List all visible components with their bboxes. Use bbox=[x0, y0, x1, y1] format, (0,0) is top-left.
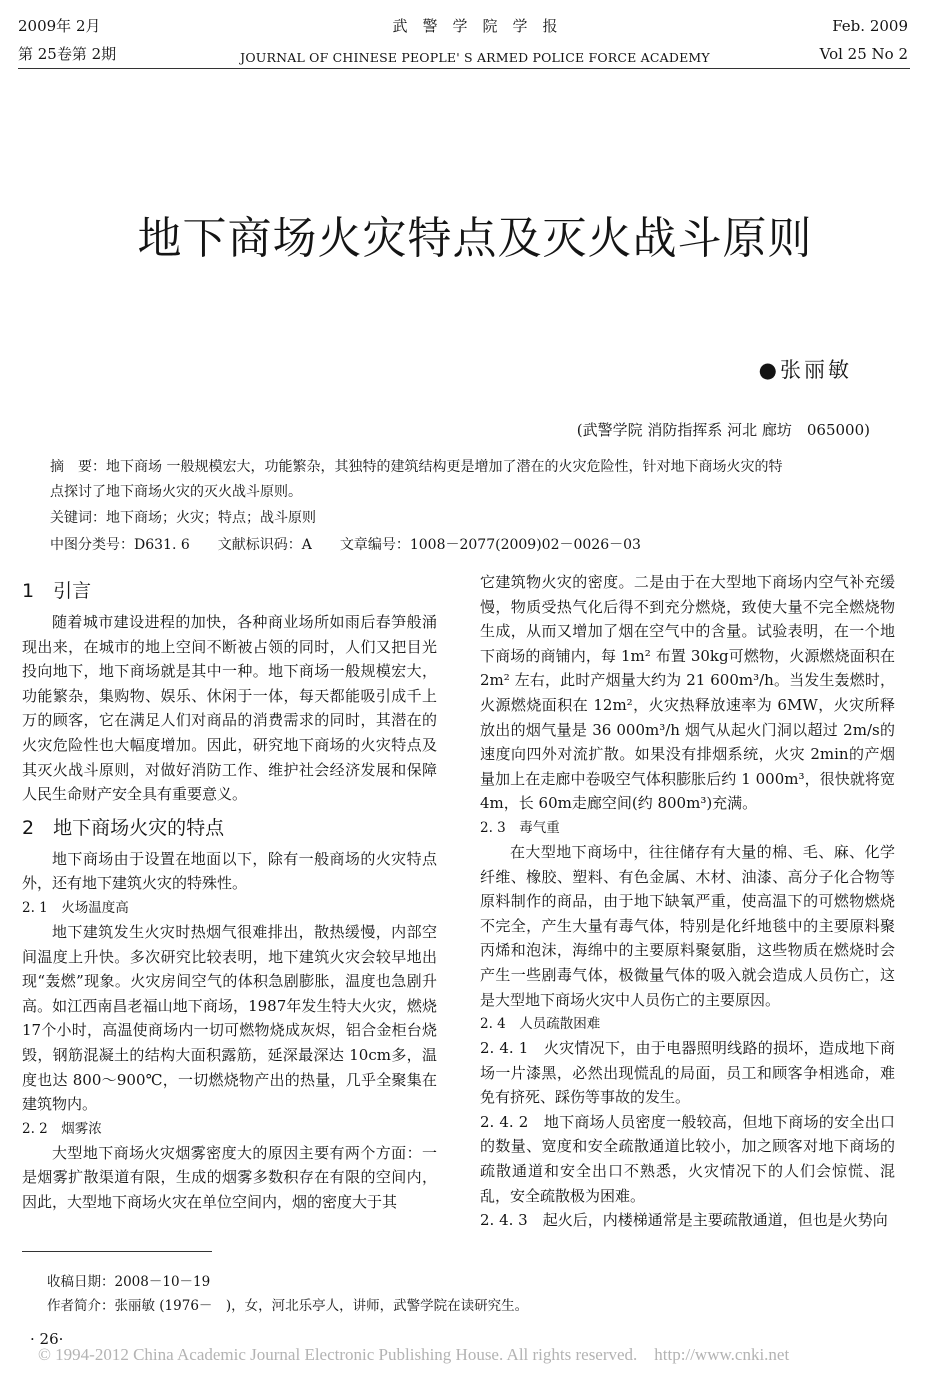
section-heading: 2 地下商场火灾的特点 bbox=[22, 816, 225, 839]
author-affiliation: (武警学院 消防指挥系 河北 廊坊 065000) bbox=[576, 421, 870, 439]
header-volume-en: Vol 25 No 2 bbox=[819, 45, 908, 63]
header-date-cn: 2009年 2月 bbox=[18, 17, 101, 35]
footnote-rule bbox=[22, 1251, 212, 1252]
subsection-heading: 2. 1 火场温度高 bbox=[22, 899, 129, 916]
abstract-line-2: 点探讨了地下商场火灾的灭火战斗原则。 bbox=[50, 484, 302, 500]
copyright-notice: © 1994-2012 China Academic Journal Electronic Publishing House. All rights reserved. http://www.cnki.net bbox=[38, 1345, 790, 1364]
footnote-author-bio: 作者简介：张丽敏 (1976－ )，女，河北乐亭人，讲师，武警学院在读研究生。 bbox=[47, 1298, 529, 1314]
paragraph: 随着城市建设进程的加快，各种商业场所如雨后春笋般涌现出来，在城市的地上空间不断被占领的同时，人们又把目光投向地下，地下商场就是其中一种。地下商场一般规模宏大，功能繁杂，集购物、娱乐、休闲于一体，每天都能吸引成千上万的顾客，它在满足人们对商品的消费需求的同时，其潜在的火灾危险性也大幅度增加。因此，研究地下商场的火灾特点及其灭火战斗原则，对做好消防工作、维护社会经济发展和保障人民生命财产安全具有重要意义。 bbox=[22, 613, 437, 804]
paragraph: 它建筑物火灾的密度。二是由于在大型地下商场内空气补充缓慢，物质受热气化后得不到充分燃烧，致使大量不完全燃烧物生成，从而又增加了烟在空气中的含量。试验表明，在一个地下商场的商铺内，每 1m² 布置 30kg可燃物，火源燃烧面积在 2m² 左右，此时产烟量大约为 21 600m³/h。当发生轰燃时，火源燃烧面积在 12m²，火灾热释放速率为 6MW，火灾所释放出的烟气量是 36 000m³/h 烟气从起火门洞以超过 2m/s的速度向四外对流扩散。如果没有排烟系统，火灾 2min的产烟量加上在走廊中卷吸空气体积膨胀后约 1 000m³，很快就将宽 4m，长 60m走廊空间(约 800m³)充满。 bbox=[480, 573, 895, 813]
classification-info: 中图分类号：D631. 6 文献标识码：A 文章编号：1008－2077(2009)02－0026－03 bbox=[50, 537, 641, 553]
paragraph: 地下商场由于设置在地面以下，除有一般商场的火灾特点外，还有地下建筑火灾的特殊性。 bbox=[22, 849, 437, 893]
keywords: 关键词：地下商场；火灾；特点；战斗原则 bbox=[50, 510, 316, 526]
footnote-received: 收稿日期：2008－10－19 bbox=[47, 1274, 211, 1290]
paragraph: 在大型地下商场中，往往储存有大量的棉、毛、麻、化学纤维、橡胶、塑料、有色金属、木材、油漆、高分子化合物等原料制作的商品，由于地下缺氧严重，使高温下的可燃物燃烧不完全，产生大量有毒气体，特别是化纤地毯中的主要原料聚丙烯和泡沫，海绵中的主要原料聚氨脂，这些物质在燃烧时会产生一些剧毒气体，极微量气体的吸入就会造成人员伤亡，这是大型地下商场火灾中人员伤亡的主要原因。 bbox=[480, 842, 895, 1009]
author-name: ●张丽敏 bbox=[758, 358, 852, 382]
abstract-line-1: 摘 要：地下商场 一般规模宏大，功能繁杂，其独特的建筑结构更是增加了潜在的火灾危险性，针对地下商场火灾的特 bbox=[50, 459, 783, 475]
header-journal-en: JOURNAL OF CHINESE PEOPLE' S ARMED POLICE FORCE ACADEMY bbox=[240, 50, 710, 65]
paragraph: 2. 4. 1 火灾情况下，由于电器照明线路的损坏，造成地下商场一片漆黑，必然出现慌乱的局面，员工和顾客争相逃命，难免有挤死、踩伤等事故的发生。 bbox=[480, 1039, 895, 1107]
section-heading: 1 引言 bbox=[22, 580, 92, 602]
header-journal-cn: 武 警 学 院 学 报 bbox=[392, 17, 558, 35]
header-volume-cn: 第 25卷第 2期 bbox=[18, 45, 117, 63]
subsection-heading: 2. 2 烟雾浓 bbox=[22, 1120, 102, 1137]
paragraph: 2. 4. 3 起火后，内楼梯通常是主要疏散通道，但也是火势向 bbox=[480, 1211, 888, 1230]
header-date-en: Feb. 2009 bbox=[832, 17, 908, 35]
paragraph: 大型地下商场火灾烟雾密度大的原因主要有两个方面：一是烟雾扩散渠道有限，生成的烟雾多数积存在有限的空间内，因此，大型地下商场火灾在单位空间内，烟的密度大于其 bbox=[22, 1143, 437, 1211]
paragraph: 2. 4. 2 地下商场人员密度一般较高，但地下商场的安全出口的数量、宽度和安全疏散通道比较小，加之顾客对地下商场的疏散通道和安全出口不熟悉，火灾情况下的人们会惊慌、混乱，安全疏散极为困难。 bbox=[480, 1112, 895, 1205]
subsection-heading: 2. 4 人员疏散困难 bbox=[480, 1016, 601, 1033]
page-number: · 26· bbox=[30, 1330, 64, 1348]
article-title: 地下商场火灾特点及灭火战斗原则 bbox=[137, 213, 813, 264]
body-column-left bbox=[22, 570, 437, 1214]
header-rule bbox=[18, 68, 910, 69]
body-column-right bbox=[480, 570, 895, 1233]
paragraph: 地下建筑发生火灾时热烟气很难排出，散热缓慢，内部空间温度上升快。多次研究比较表明，地下建筑火灾会较早地出现“轰燃”现象。火灾房间空气的体积急剧膨胀，温度也急剧升高。如江西南昌老福山地下商场，1987年发生特大火灾，燃烧 17个小时，高温使商场内一切可燃物烧成灰烬，铝合金柜台烧毁，钢筋混凝土的结构大面积露筋，延深最深达 10cm多，温度也达 800～900℃，一切燃烧物产出的热量，几乎全聚集在建筑物内。 bbox=[22, 922, 437, 1114]
subsection-heading: 2. 3 毒气重 bbox=[480, 819, 560, 836]
